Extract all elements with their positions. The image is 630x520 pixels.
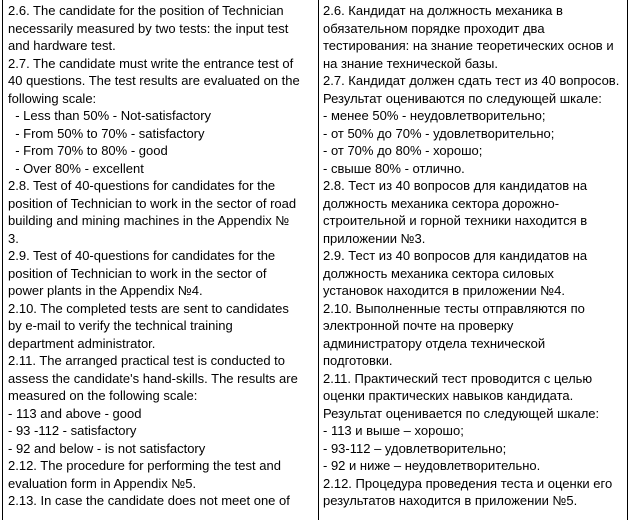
ru-line: - 93-112 – удовлетворительно;: [323, 440, 507, 456]
en-line: position of Technician to work in the sector of: [8, 265, 267, 281]
en-line: evaluation form in Appendix №5.: [8, 475, 197, 491]
en-line: power plants in the Appendix №4.: [8, 283, 203, 298]
en-line: 2.7. The candidate must write the entrance test of: [8, 55, 294, 71]
en-line: and hardware test.: [8, 38, 116, 53]
ru-line: должность механика сектора силовых: [323, 265, 554, 281]
en-line: 2.6. The candidate for the position of Technician: [8, 3, 284, 18]
ru-line: подготовки.: [323, 353, 393, 368]
ru-line: - от 70% до 80% - хорошо;: [323, 143, 483, 158]
ru-line: обязательном порядке проходит два: [323, 20, 545, 36]
en-line: 2.10. The completed tests are sent to candidates: [8, 300, 289, 316]
ru-line: 2.9. Тест из 40 вопросов для кандидатов на: [323, 248, 588, 263]
en-line: 3.: [8, 230, 19, 246]
ru-line: - 113 и выше – хорошо;: [323, 423, 464, 438]
en-line: position of Technician to work in the sector of road: [8, 195, 297, 211]
ru-line: 2.12. Процедура проведения теста и оценки его: [323, 475, 613, 491]
russian-column: [319, 0, 627, 520]
en-line: necessarily measured by two tests: the input test: [8, 20, 289, 36]
ru-line: - свыше 80% - отлично.: [323, 160, 465, 176]
ru-line: должность механика сектора дорожно-: [323, 195, 560, 211]
en-line: following scale:: [8, 90, 97, 106]
en-line: assess the candidate's hand-skills. The results are: [8, 370, 298, 386]
en-line: 2.11. The arranged practical test is conducted to: [8, 353, 286, 368]
ru-line: Результат оценивается по следующей шкале:: [323, 405, 600, 421]
ru-line: 2.7. Кандидат должен сдать тест из 40 вопросов.: [323, 73, 620, 88]
ru-line: 2.8. Тест из 40 вопросов для кандидатов на: [323, 178, 588, 193]
ru-line: на знание технической базы.: [323, 55, 498, 71]
en-line: 2.13. In case the candidate does not meet one of: [8, 493, 290, 508]
en-line: - From 70% to 80% - good: [8, 143, 168, 158]
ru-line: оценки практических навыков кандидата.: [323, 388, 574, 403]
en-line: 2.9. Test of 40-questions for candidates for the: [8, 248, 276, 263]
en-line: - From 50% to 70% - satisfactory: [8, 125, 205, 141]
ru-line: 2.6. Кандидат на должность механика в: [323, 3, 563, 18]
bilingual-document-table: [2, 0, 628, 520]
ru-line: электронной почте на проверку: [323, 318, 514, 333]
ru-line: приложении №3.: [323, 230, 426, 246]
en-line: - 92 and below - is not satisfactory: [8, 440, 206, 456]
english-column: [3, 0, 319, 520]
en-line: - 93 -112 - satisfactory: [8, 423, 137, 438]
ru-line: - менее 50% - неудовлетворительно;: [323, 108, 546, 123]
ru-line: результатов находится в приложении №5.: [323, 493, 578, 508]
en-line: department administrator.: [8, 335, 156, 351]
ru-line: тестирования: на знание теоретических основ и: [323, 38, 614, 53]
ru-line: администратору отдела технической: [323, 335, 546, 351]
en-line: 2.8. Test of 40-questions for candidates for the: [8, 178, 276, 193]
ru-line: строительной и горной техники находится в: [323, 213, 588, 228]
en-line: - 113 and above - good: [8, 405, 142, 421]
ru-line: Результат оцениваются по следующей шкале:: [323, 90, 602, 106]
ru-line: установок находится в приложении №4.: [323, 283, 565, 298]
ru-line: 2.10. Выполненные тесты отправляются по: [323, 300, 585, 316]
ru-line: - от 50% до 70% - удовлетворительно;: [323, 125, 555, 141]
en-line: - Less than 50% - Not-satisfactory: [8, 108, 212, 123]
en-line: - Over 80% - excellent: [8, 160, 144, 176]
en-line: measured on the following scale:: [8, 388, 198, 403]
en-line: by e-mail to verify the technical training: [8, 318, 233, 333]
ru-line: 2.11. Практический тест проводится с целью: [323, 370, 593, 386]
en-line: building and mining machines in the Appendix №: [8, 213, 290, 228]
en-line: 2.12. The procedure for performing the test and: [8, 458, 281, 473]
en-line: 40 questions. The test results are evaluated on the: [8, 73, 300, 88]
ru-line: - 92 и ниже – неудовлетворительно.: [323, 458, 541, 473]
